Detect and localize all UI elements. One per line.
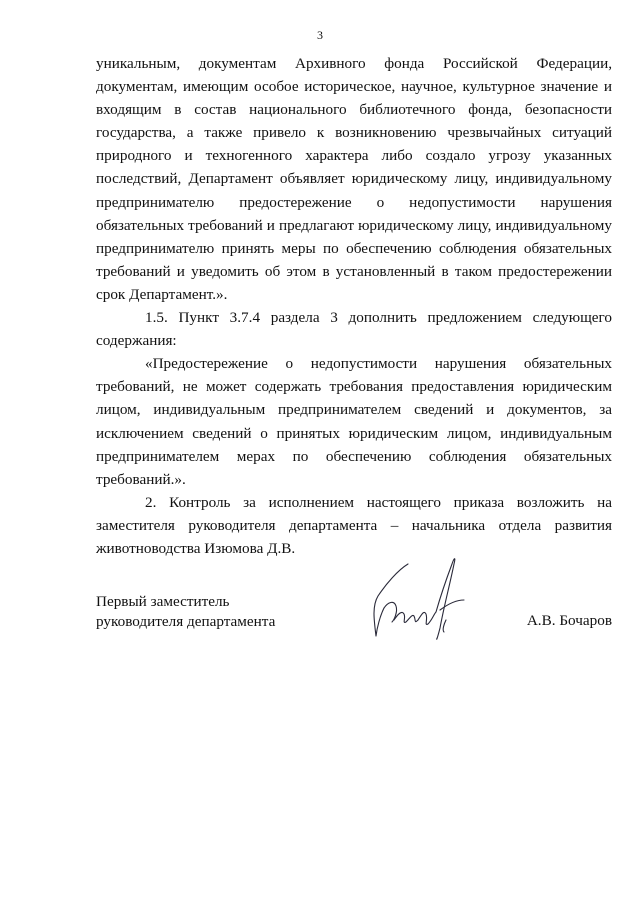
document-body — [96, 52, 612, 560]
paragraph-continuation: уникальным, документам Архивного фонда Российской Федерации, документам, имеющим особое историческое, научное, культурное значение и входящим в состав национального библиотечного фонда, безопасности государства, а также привело к возникновению чрезвычайных ситуаций природного и техногенного характера либо создало угрозу указанных последствий, Департамент объявляет юридическому лицу, индивидуальному предпринимателю предостережение о недопустимости нарушения обязательных требований и предлагают юридическому лицу, индивидуальному предпринимателю принять меры по обеспечению соблюдения обязательных требований и уведомить об этом в установленный в таком предостережении срок Департамент.». — [96, 55, 612, 303]
page-number: 3 — [317, 28, 323, 42]
signatory-title-line1: Первый заместитель — [96, 593, 230, 610]
signature-block — [96, 592, 612, 662]
signatory-name: А.В. Бочаров — [526, 612, 612, 629]
signatory-title — [96, 592, 275, 632]
paragraph-item-1-5: 1.5. Пункт 3.7.4 раздела 3 дополнить предложением следующего содержания: — [96, 309, 612, 350]
signatory-title-line2: руководителя департамента — [96, 613, 276, 630]
paragraph-quote: «Предостережение о недопустимости нарушения обязательных требований, не может содержать требования предоставления юридическим лицом, индивидуальным предпринимателем сведений и документов, за исключением сведений о принятых юридическим лицом, индивидуальным предпринимателем мерах по обеспечению соблюдения обязательных требований.». — [96, 355, 612, 488]
paragraph-item-2: 2. Контроль за исполнением настоящего приказа возложить на заместителя руководителя департамента – начальника отдела развития животноводства Изюмова Д.В. — [96, 493, 612, 557]
